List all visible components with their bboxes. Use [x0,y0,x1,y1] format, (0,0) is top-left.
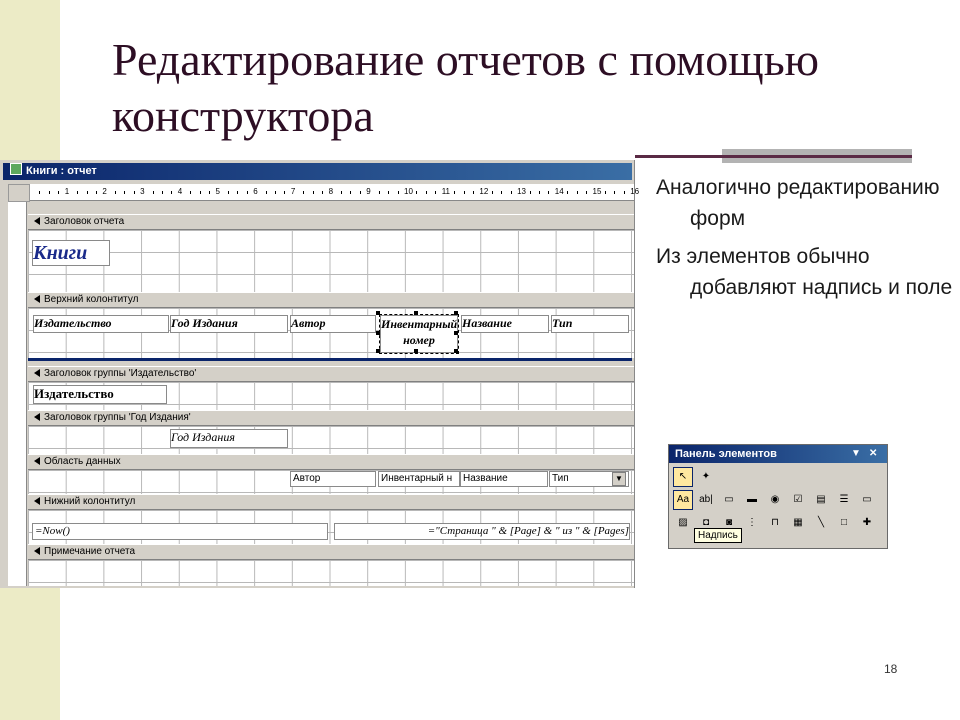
ruler-tick-mark [87,191,88,194]
horizontal-ruler [30,184,640,201]
ruler-tick-mark [284,191,285,194]
selection-handle[interactable] [454,311,458,315]
section-arrow-icon [34,295,40,303]
ruler-tick-label: 2 [102,187,107,196]
section-arrow-icon [34,217,40,225]
section-label: Нижний колонтитул [44,496,136,507]
selection-handle[interactable] [414,311,418,315]
tooltip: Надпись [694,528,742,543]
combo-icon[interactable]: ▤ [811,490,831,510]
ruler-tick-label: 7 [290,187,296,196]
ruler-tick-mark [115,191,116,194]
image-icon[interactable]: ▨ [673,513,693,533]
section-page-header[interactable] [28,292,634,308]
ruler-tick-mark [605,191,606,194]
ruler-tick-mark [454,191,455,194]
header-label-name[interactable]: Название [461,315,549,333]
selection-handle[interactable] [376,331,380,335]
field-author[interactable]: Автор [290,471,376,487]
header-label-author[interactable]: Автор [290,315,376,333]
report-icon [10,163,22,175]
ruler-corner[interactable] [8,184,30,202]
selection-handle[interactable] [454,349,458,353]
section-label: Заголовок группы 'Год Издания' [44,412,191,423]
field-inventory[interactable]: Инвентарный н [378,471,460,487]
ruler-tick-mark [303,191,304,194]
subreport-icon[interactable]: ▦ [788,513,808,533]
dropdown-icon[interactable]: ▼ [851,448,861,459]
section-arrow-icon [34,547,40,555]
ruler-tick-mark [124,191,125,194]
ruler-tick-mark [624,191,625,194]
group-year-field[interactable]: Год Издания [170,429,288,448]
ruler-tick-mark [492,191,493,194]
bullet-text: Из элементов обычно добавляют надпись и поле [656,245,953,299]
ruler-tick-mark [153,191,154,194]
close-icon[interactable]: ✕ [869,448,878,459]
ruler-tick-mark [350,191,351,194]
group-publisher-field[interactable]: Издательство [33,385,167,404]
checkbox-icon[interactable]: ☑ [788,490,808,510]
section-report-header[interactable] [28,214,634,230]
ruler-tick-mark [209,191,210,194]
section-label: Примечание отчета [44,546,136,557]
ruler-tick-label: 12 [479,187,489,196]
toggle-icon[interactable]: ▬ [742,490,762,510]
ruler-tick-label: 16 [630,187,640,196]
ruler-tick-mark [171,191,172,194]
button-icon[interactable]: ▭ [857,490,877,510]
section-label: Заголовок отчета [44,216,125,227]
selection-handle[interactable] [414,349,418,353]
ruler-tick-label: 4 [177,187,183,196]
wizard-icon[interactable]: ✦ [696,467,716,487]
ruler-tick-mark [567,191,568,194]
section-page-footer[interactable] [28,494,634,510]
more-tools-icon[interactable]: ✚ [857,513,877,533]
toolbox-title: Панель элементов [675,448,777,460]
ruler-tick-mark [266,191,267,194]
header-label-inventory[interactable]: Инвентарный номер [380,315,458,353]
toolbox-titlebar[interactable] [669,445,887,463]
ruler-tick-mark [190,191,191,194]
vertical-ruler [8,202,27,586]
section-group-year[interactable] [28,410,634,426]
section-label: Заголовок группы 'Издательство' [44,368,197,379]
section-arrow-icon [34,457,40,465]
ruler-tick-label: 1 [64,187,70,196]
ruler-tick-mark [379,191,380,194]
field-name[interactable]: Название [460,471,548,487]
ruler-tick-mark [247,191,248,194]
ruler-tick-mark [322,191,323,194]
report-designer-window [0,160,640,588]
ruler-tick-label: 8 [328,187,334,196]
slide-title: Редактирование отчетов с помощью конструктора [112,34,820,141]
section-label: Верхний колонтитул [44,294,139,305]
report-title-label[interactable]: Книги [32,240,110,266]
ruler-tick-mark [426,191,427,194]
report-footer-area[interactable] [28,560,634,586]
ruler-tick-label: 15 [592,187,602,196]
ruler-tick-label: 3 [140,187,145,196]
ruler-tick-label: 11 [441,187,450,196]
ruler-tick-label: 14 [554,187,564,196]
bullet-item [656,241,956,303]
label-icon[interactable]: Aa [673,490,693,510]
ruler-tick-mark [614,191,615,194]
field-type[interactable]: Тип [549,471,629,487]
ruler-tick-mark [360,191,361,194]
ruler-tick-mark [586,191,587,194]
rectangle-icon[interactable]: □ [834,513,854,533]
bullet-item [656,172,956,234]
ruler-tick-mark [398,191,399,194]
ruler-tick-label: 5 [215,187,220,196]
chevron-down-icon[interactable]: ▼ [612,472,626,486]
section-group-publisher[interactable] [28,366,634,382]
ruler-tick-mark [58,191,59,194]
pointer-icon[interactable]: ↖ [673,467,693,487]
header-underline [28,358,632,361]
selection-handle[interactable] [376,349,380,353]
section-label: Область данных [44,456,121,467]
footer-date-field[interactable]: =Now() [32,523,328,540]
ruler-tick-mark [134,191,135,194]
ruler-tick-mark [228,191,229,194]
ruler-tick-mark [548,191,549,194]
listbox-icon[interactable]: ☰ [834,490,854,510]
header-label-publisher[interactable]: Издательство [33,315,169,333]
ruler-tick-label: 13 [517,187,526,196]
ruler-tick-mark [200,191,201,194]
ruler-tick-mark [388,191,389,194]
header-label-type[interactable]: Тип [551,315,629,333]
ruler-tick-mark [501,191,502,194]
selection-handle[interactable] [376,311,380,315]
ruler-tick-mark [473,191,474,194]
ruler-tick-mark [39,191,40,194]
line-icon[interactable]: ╲ [811,513,831,533]
header-label-year[interactable]: Год Издания [170,315,288,333]
ruler-tick-label: 6 [253,187,258,196]
section-detail[interactable] [28,454,634,470]
ruler-tick-label: 10 [404,187,413,196]
bullet-text: Аналогично редактированию форм [656,176,940,230]
window-titlebar[interactable] [3,163,632,180]
ruler-tick-mark [435,191,436,194]
title-rule [635,155,912,158]
selection-handle[interactable] [454,331,458,335]
ruler-tick-mark [511,191,512,194]
ruler-tick-mark [530,191,531,194]
ruler-tick-mark [577,191,578,194]
page-break-icon[interactable]: ⋮ [742,513,762,533]
ruler-tick-mark [49,191,50,194]
ruler-tick-mark [96,191,97,194]
textbox-icon[interactable]: ab| [696,490,716,510]
section-arrow-icon [34,413,40,421]
ruler-tick-mark [275,191,276,194]
slide-number: 18 [884,662,898,676]
report-header-area[interactable] [28,230,634,292]
footer-page-field[interactable]: ="Страница " & [Page] & " из " & [Pages] [334,523,630,540]
ruler-tick-mark [464,191,465,194]
group-year-area[interactable] [28,426,634,454]
section-arrow-icon [34,369,40,377]
ruler-tick-mark [313,191,314,194]
bound-frame-icon[interactable]: ◙ [719,513,739,533]
ruler-tick-mark [237,191,238,194]
window-title: Книги : отчет [26,165,97,177]
radio-icon[interactable]: ◉ [765,490,785,510]
unbound-frame-icon[interactable]: ◘ [696,513,716,533]
option-group-icon[interactable]: ▭ [719,490,739,510]
section-arrow-icon [34,497,40,505]
ruler-tick-mark [341,191,342,194]
bullet-list [656,172,956,310]
ruler-tick-mark [77,191,78,194]
ruler-tick-mark [539,191,540,194]
tab-icon[interactable]: ⊓ [765,513,785,533]
ruler-tick-mark [162,191,163,194]
ruler-tick-label: 9 [366,187,371,196]
section-report-footer[interactable] [28,544,634,560]
ruler-tick-mark [416,191,417,194]
